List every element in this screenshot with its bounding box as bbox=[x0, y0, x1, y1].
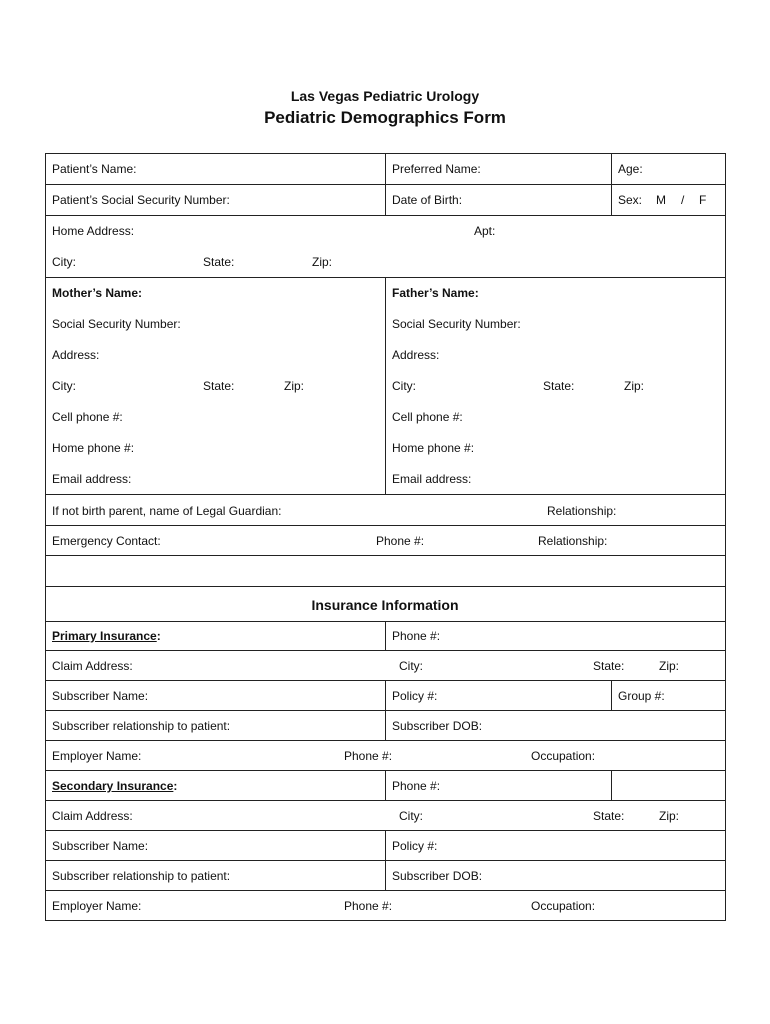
father-zip-field[interactable]: Zip: bbox=[624, 379, 645, 393]
mother-name-field[interactable]: Mother’s Name: bbox=[52, 286, 143, 300]
row-divider bbox=[45, 525, 726, 526]
primary-insurance-colon: : bbox=[156, 629, 161, 643]
mother-email-field[interactable]: Email address: bbox=[52, 472, 132, 486]
father-address-field[interactable]: Address: bbox=[392, 348, 440, 362]
secondary-claim-city-field[interactable]: City: bbox=[399, 809, 423, 823]
patient-name-field[interactable]: Patient’s Name: bbox=[52, 162, 137, 176]
primary-occupation-field[interactable]: Occupation: bbox=[531, 749, 596, 763]
emergency-relationship-field[interactable]: Relationship: bbox=[538, 534, 608, 548]
secondary-subscriber-name-field[interactable]: Subscriber Name: bbox=[52, 839, 149, 853]
column-divider bbox=[611, 770, 612, 800]
emergency-phone-field[interactable]: Phone #: bbox=[376, 534, 425, 548]
mother-home-phone-field[interactable]: Home phone #: bbox=[52, 441, 135, 455]
secondary-policy-field[interactable]: Policy #: bbox=[392, 839, 438, 853]
secondary-insurance-field[interactable] bbox=[52, 779, 177, 793]
row-divider bbox=[45, 215, 726, 216]
emergency-contact-field[interactable]: Emergency Contact: bbox=[52, 534, 161, 548]
patient-state-field[interactable]: State: bbox=[203, 255, 235, 269]
primary-claim-zip-field[interactable]: Zip: bbox=[659, 659, 680, 673]
primary-subscriber-dob-field[interactable]: Subscriber DOB: bbox=[392, 719, 483, 733]
sex-option-m[interactable]: M bbox=[656, 193, 666, 207]
secondary-claim-address-field[interactable]: Claim Address: bbox=[52, 809, 133, 823]
father-email-field[interactable]: Email address: bbox=[392, 472, 472, 486]
form-title: Pediatric Demographics Form bbox=[264, 108, 506, 127]
father-cell-phone-field[interactable]: Cell phone #: bbox=[392, 410, 463, 424]
primary-claim-state-field[interactable]: State: bbox=[593, 659, 625, 673]
secondary-claim-zip-field[interactable]: Zip: bbox=[659, 809, 680, 823]
patient-zip-field[interactable]: Zip: bbox=[312, 255, 333, 269]
primary-subscriber-name-field[interactable]: Subscriber Name: bbox=[52, 689, 149, 703]
row-divider bbox=[45, 555, 726, 556]
mother-address-field[interactable]: Address: bbox=[52, 348, 100, 362]
primary-insurance-label: Primary Insurance bbox=[52, 629, 157, 643]
mother-city-field[interactable]: City: bbox=[52, 379, 76, 393]
mother-state-field[interactable]: State: bbox=[203, 379, 235, 393]
secondary-subscriber-relationship-field[interactable]: Subscriber relationship to patient: bbox=[52, 869, 231, 883]
secondary-insurance-colon: : bbox=[173, 779, 178, 793]
father-name-field[interactable]: Father’s Name: bbox=[392, 286, 479, 300]
primary-policy-field[interactable]: Policy #: bbox=[392, 689, 438, 703]
organization-name: Las Vegas Pediatric Urology bbox=[290, 88, 480, 104]
father-city-field[interactable]: City: bbox=[392, 379, 416, 393]
sex-option-f[interactable]: F bbox=[699, 193, 707, 207]
father-home-phone-field[interactable]: Home phone #: bbox=[392, 441, 475, 455]
primary-group-field[interactable]: Group #: bbox=[618, 689, 665, 703]
patient-city-field[interactable]: City: bbox=[52, 255, 76, 269]
guardian-relationship-field[interactable]: Relationship: bbox=[547, 504, 617, 518]
row-divider bbox=[45, 740, 726, 741]
secondary-employer-phone-field[interactable]: Phone #: bbox=[344, 899, 393, 913]
sex-separator: / bbox=[681, 193, 685, 207]
age-field[interactable]: Age: bbox=[618, 162, 643, 176]
column-divider bbox=[385, 277, 386, 494]
column-divider bbox=[611, 680, 612, 710]
primary-employer-phone-field[interactable]: Phone #: bbox=[344, 749, 393, 763]
row-divider bbox=[45, 890, 726, 891]
row-divider bbox=[45, 586, 726, 587]
primary-employer-name-field[interactable]: Employer Name: bbox=[52, 749, 142, 763]
mother-cell-phone-field[interactable]: Cell phone #: bbox=[52, 410, 123, 424]
father-ssn-field[interactable]: Social Security Number: bbox=[392, 317, 521, 331]
apt-field[interactable]: Apt: bbox=[474, 224, 496, 238]
column-divider bbox=[611, 153, 612, 215]
secondary-employer-name-field[interactable]: Employer Name: bbox=[52, 899, 142, 913]
row-divider bbox=[45, 650, 726, 651]
primary-insurance-field[interactable] bbox=[52, 629, 161, 643]
row-divider bbox=[45, 494, 726, 495]
column-divider bbox=[385, 830, 386, 890]
column-divider bbox=[385, 770, 386, 800]
primary-claim-city-field[interactable]: City: bbox=[399, 659, 423, 673]
secondary-subscriber-dob-field[interactable]: Subscriber DOB: bbox=[392, 869, 483, 883]
patient-ssn-field[interactable]: Patient’s Social Security Number: bbox=[52, 193, 230, 207]
mother-ssn-field[interactable]: Social Security Number: bbox=[52, 317, 181, 331]
home-address-field[interactable]: Home Address: bbox=[52, 224, 135, 238]
secondary-occupation-field[interactable]: Occupation: bbox=[531, 899, 596, 913]
secondary-claim-state-field[interactable]: State: bbox=[593, 809, 625, 823]
father-state-field[interactable]: State: bbox=[543, 379, 575, 393]
secondary-insurance-label: Secondary Insurance bbox=[52, 779, 174, 793]
row-divider bbox=[45, 800, 726, 801]
column-divider bbox=[385, 153, 386, 215]
preferred-name-field[interactable]: Preferred Name: bbox=[392, 162, 481, 176]
legal-guardian-field[interactable]: If not birth parent, name of Legal Guardian: bbox=[52, 504, 282, 518]
insurance-section-heading: Insurance Information bbox=[311, 597, 459, 613]
mother-zip-field[interactable]: Zip: bbox=[284, 379, 305, 393]
primary-claim-address-field[interactable]: Claim Address: bbox=[52, 659, 133, 673]
sex-label: Sex: bbox=[618, 193, 643, 207]
primary-insurance-phone-field[interactable]: Phone #: bbox=[392, 629, 441, 643]
column-divider bbox=[385, 621, 386, 650]
secondary-insurance-phone-field[interactable]: Phone #: bbox=[392, 779, 441, 793]
column-divider bbox=[385, 680, 386, 740]
date-of-birth-field[interactable]: Date of Birth: bbox=[392, 193, 463, 207]
primary-subscriber-relationship-field[interactable]: Subscriber relationship to patient: bbox=[52, 719, 231, 733]
